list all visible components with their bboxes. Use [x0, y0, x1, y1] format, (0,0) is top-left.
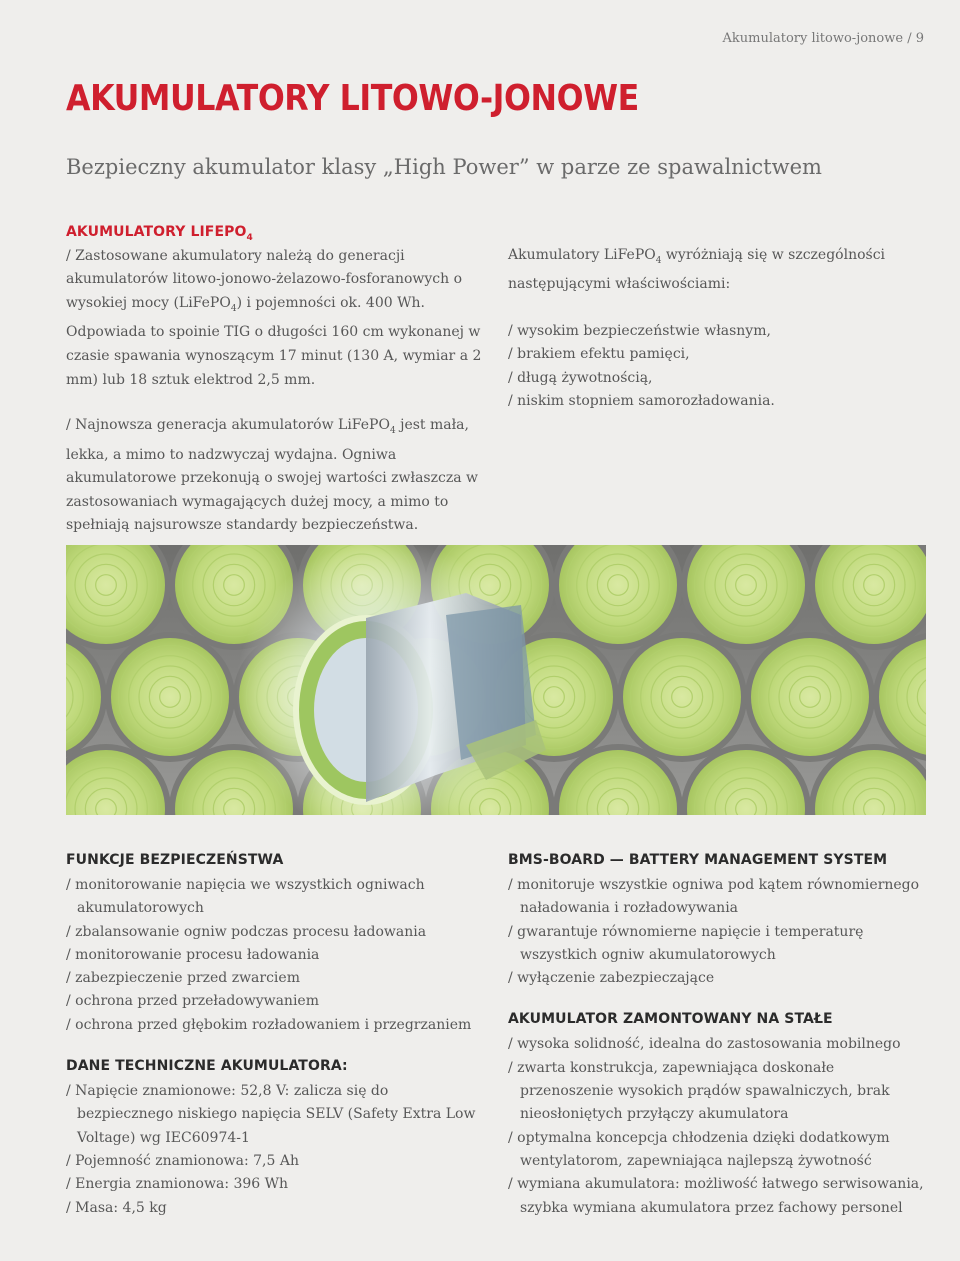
- safety-and-tech-section: [66, 852, 486, 1220]
- battery-cell: [556, 545, 680, 647]
- bms-heading: BMS-BOARD — BATTERY MANAGEMENT SYSTEM: [508, 852, 888, 868]
- list-item: / gwarantuje równomierne napięcie i temperaturę wszystkich ogniw akumulatorowych: [508, 923, 864, 963]
- list-item: / ochrona przed głębokim rozładowaniem i przegrzaniem: [66, 1016, 472, 1033]
- list-item: / zbalansowanie ogniw podczas procesu ładowania: [66, 923, 427, 940]
- technical-list: [66, 1080, 486, 1220]
- battery-cell: [620, 635, 744, 759]
- list-item: / Pojemność znamionowa: 7,5 Ah: [66, 1152, 299, 1169]
- safety-heading: FUNKCJE BEZPIECZEŃSTWA: [66, 852, 284, 868]
- page-subtitle: Bezpieczny akumulator klasy „High Power” w parze ze spawalnictwem: [66, 155, 822, 179]
- list-item: / niskim stopniem samorozładowania.: [508, 392, 775, 409]
- features-list: [508, 320, 928, 413]
- features-section: [508, 244, 928, 413]
- list-item: / brakiem efektu pamięci,: [508, 346, 690, 363]
- bms-list: [508, 874, 928, 990]
- list-item: / optymalna koncepcja chłodzenia dzięki dodatkowym wentylatorom, zapewniająca najlepszą żywotność: [508, 1129, 890, 1169]
- list-item: / ochrona przed przeładowywaniem: [66, 993, 319, 1010]
- page-title: AKUMULATORY LITOWO-JONOWE: [66, 78, 639, 119]
- battery-cell: [748, 635, 872, 759]
- lifepo-heading: AKUMULATORY $LIFEPO_4$: [66, 224, 253, 243]
- list-item: / Energia znamionowa: 396 Wh: [66, 1176, 289, 1193]
- list-item: / zwarta konstrukcja, zapewniająca doskonałe przenoszenie wysokich prądów spawalniczych, brak nieosłoniętych przyłączy akumulatora: [508, 1059, 890, 1123]
- battery-cell: [108, 635, 232, 759]
- list-item: / zabezpieczenie przed zwarciem: [66, 970, 300, 987]
- mounted-heading: AKUMULATOR ZAMONTOWANY NA STAŁE: [508, 1011, 833, 1028]
- list-item: / długą żywotnością,: [508, 369, 653, 386]
- safety-list: [66, 874, 486, 1037]
- lifepo-section: [66, 224, 486, 538]
- lifepo-paragraph-1: / Zastosowane akumulatory należą do generacji akumulatorów litowo-jonowo-żelazowo-fosforanowych o wysokiej mocy (LiFePO$_4$) i pojemności ok. 400 Wh. Odpowiada to spoinie TIG o długości 160 cm wykonanej w czasie spawania wynoszącym 17 minut (130 A, wymiar a 2 mm) lub 18 sztuk elektrod 2,5 mm.: [66, 247, 482, 388]
- list-item: / wymiana akumulatora: możliwość łatwego serwisowania, szybka wymiana akumulatora przez fachowy personel: [508, 1176, 924, 1216]
- mounted-list: [508, 1033, 928, 1219]
- list-item: / monitorowanie procesu ładowania: [66, 946, 320, 963]
- running-head: Akumulatory litowo-jonowe / 9: [722, 31, 924, 46]
- battery-cell: [684, 545, 808, 647]
- bms-and-mounted-section: [508, 852, 928, 1220]
- lifepo-paragraph-2: / Najnowsza generacja akumulatorów LiFePO$_4$ jest mała, lekka, a mimo to nadzwyczaj wydajna. Ogniwa akumulatorowe przekonują o swojej wartości zwłaszcza w zastosowaniach wymagających dużej mocy, a mimo to spełniają najsurowsze standardy bezpieczeństwa.: [66, 417, 478, 534]
- list-item: / wysokim bezpieczeństwie własnym,: [508, 322, 771, 339]
- list-item: / wysoka solidność, idealna do zastosowania mobilnego: [508, 1036, 901, 1053]
- battery-cells-image: [66, 545, 926, 815]
- features-intro: Akumulatory LiFePO$_4$ wyróżniają się w szczególności następującymi właściwościami:: [508, 247, 886, 293]
- list-item: / Napięcie znamionowe: 52,8 V: zalicza się do bezpiecznego niskiego napięcia SELV (Safety Extra Low Voltage) wg IEC60974-1: [66, 1083, 476, 1146]
- technical-heading: DANE TECHNICZNE AKUMULATORA:: [66, 1058, 348, 1075]
- list-item: / wyłączenie zabezpieczające: [508, 970, 715, 987]
- list-item: / monitorowanie napięcia we wszystkich ogniwach akumulatorowych: [66, 877, 425, 917]
- list-item: / monitoruje wszystkie ogniwa pod kątem równomiernego naładowania i rozładowywania: [508, 877, 920, 917]
- list-item: / Masa: 4,5 kg: [66, 1199, 167, 1216]
